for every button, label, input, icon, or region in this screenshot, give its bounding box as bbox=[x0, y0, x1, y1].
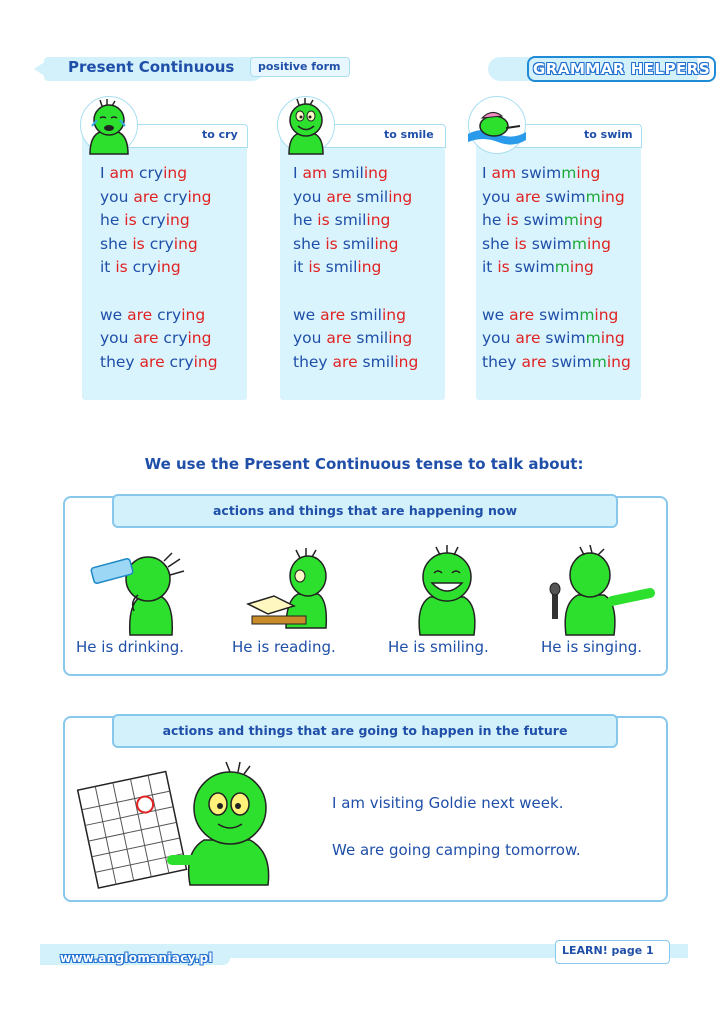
conjugation-line bbox=[482, 186, 631, 210]
subject: they bbox=[100, 352, 140, 371]
verb-stem: cry bbox=[164, 352, 194, 371]
verb-suffix: ming bbox=[585, 187, 625, 206]
conjugation-line bbox=[293, 162, 418, 186]
subject: you bbox=[482, 329, 516, 347]
subject: they bbox=[293, 352, 333, 371]
conjugation-line bbox=[100, 209, 218, 233]
auxiliary-verb: am bbox=[302, 164, 328, 182]
verb-stem: smil bbox=[345, 305, 382, 324]
future-sentence-2: We are going camping tomorrow. bbox=[332, 841, 581, 859]
subject: it bbox=[293, 258, 309, 276]
smiling-character-icon bbox=[277, 96, 335, 154]
conjugation-line bbox=[482, 209, 631, 233]
verb-suffix: ming bbox=[563, 211, 603, 229]
verb-stem: cry bbox=[158, 329, 188, 347]
verb-suffix: ing bbox=[165, 211, 190, 229]
conjugation-line bbox=[100, 351, 218, 375]
verb-stem: smil bbox=[327, 164, 364, 182]
verb-suffix: ming bbox=[561, 164, 601, 182]
subject: it bbox=[100, 258, 116, 276]
conjugation-line bbox=[100, 256, 218, 280]
verb-stem: swim bbox=[516, 164, 562, 182]
conjugation-line bbox=[100, 304, 218, 328]
calendar-character-icon bbox=[80, 760, 300, 885]
verb-label-cry: to cry bbox=[202, 128, 238, 141]
drinking-character-icon bbox=[90, 545, 190, 635]
verb-stem: smil bbox=[351, 187, 389, 206]
conjugation-list-cry bbox=[100, 162, 218, 374]
auxiliary-verb: is bbox=[115, 258, 128, 276]
auxiliary-verb: am bbox=[491, 164, 517, 182]
conjugation-line bbox=[293, 233, 418, 257]
auxiliary-verb: are bbox=[320, 305, 346, 324]
subject: you bbox=[100, 187, 134, 206]
conjugation-line bbox=[293, 256, 418, 280]
conjugation-line bbox=[482, 162, 631, 186]
verb-stem: cry bbox=[144, 234, 174, 253]
verb-stem: smil bbox=[357, 352, 395, 371]
verb-stem: swim bbox=[546, 352, 592, 371]
verb-stem: swim bbox=[526, 234, 572, 253]
verb-stem: cry bbox=[158, 187, 188, 206]
subject: we bbox=[100, 305, 128, 324]
subject: they bbox=[482, 352, 522, 371]
subject: you bbox=[293, 329, 327, 347]
subject: she bbox=[293, 234, 326, 253]
conjugation-line bbox=[100, 162, 218, 186]
conjugation-line bbox=[482, 233, 631, 257]
verb-label-smile: to smile bbox=[384, 128, 434, 141]
subject: you bbox=[293, 187, 327, 206]
auxiliary-verb: are bbox=[332, 352, 358, 371]
conjugation-line bbox=[293, 186, 418, 210]
conjugation-line bbox=[293, 209, 418, 233]
auxiliary-verb: is bbox=[124, 211, 137, 229]
conjugation-line bbox=[293, 327, 418, 351]
verb-suffix: ing bbox=[363, 164, 388, 182]
subject: it bbox=[482, 258, 498, 276]
verb-suffix: ing bbox=[181, 305, 206, 324]
verb-suffix: ing bbox=[156, 258, 181, 276]
verb-suffix: ing bbox=[187, 329, 212, 347]
auxiliary-verb: are bbox=[133, 329, 159, 347]
subject: I bbox=[482, 164, 492, 182]
caption-smiling: He is smiling. bbox=[388, 638, 489, 656]
conjugation-line bbox=[482, 256, 631, 280]
caption-reading: He is reading. bbox=[232, 638, 336, 656]
conjugation-line bbox=[293, 351, 418, 375]
section-heading: We use the Present Continuous tense to talk about: bbox=[144, 455, 584, 473]
verb-label-swim: to swim bbox=[584, 128, 633, 141]
verb-suffix: ming bbox=[591, 352, 631, 371]
auxiliary-verb: are bbox=[515, 329, 541, 347]
verb-stem: cry bbox=[136, 211, 166, 229]
line-gap bbox=[293, 280, 418, 304]
page-number: LEARN! page 1 bbox=[562, 944, 654, 957]
auxiliary-verb: is bbox=[514, 234, 527, 253]
conjugation-line bbox=[100, 327, 218, 351]
verb-suffix: ing bbox=[374, 234, 399, 253]
conjugation-line bbox=[482, 351, 631, 375]
auxiliary-verb: is bbox=[506, 211, 519, 229]
auxiliary-verb: are bbox=[509, 305, 535, 324]
now-box-title: actions and things that are happening now bbox=[112, 494, 618, 528]
swimming-character-icon bbox=[468, 96, 526, 154]
future-box-title: actions and things that are going to happen in the future bbox=[112, 714, 618, 748]
caption-singing: He is singing. bbox=[541, 638, 643, 656]
verb-stem: swim bbox=[540, 329, 586, 347]
auxiliary-verb: are bbox=[133, 187, 159, 206]
verb-suffix: ing bbox=[366, 211, 391, 229]
line-gap bbox=[100, 280, 218, 304]
future-sentence-1: I am visiting Goldie next week. bbox=[332, 794, 564, 812]
subject: you bbox=[100, 329, 134, 347]
auxiliary-verb: is bbox=[497, 258, 510, 276]
conjugation-line bbox=[100, 186, 218, 210]
verb-stem: swim bbox=[534, 305, 580, 324]
conjugation-line bbox=[482, 327, 631, 351]
brand-logo: GRAMMAR HELPERS bbox=[527, 56, 716, 82]
verb-suffix: ing bbox=[357, 258, 382, 276]
verb-suffix: ing bbox=[187, 187, 212, 206]
subject: he bbox=[293, 211, 318, 229]
subject: we bbox=[482, 305, 510, 324]
auxiliary-verb: are bbox=[326, 329, 352, 347]
subject: we bbox=[293, 305, 321, 324]
auxiliary-verb: am bbox=[109, 164, 135, 182]
verb-suffix: ming bbox=[571, 234, 611, 253]
verb-suffix: ming bbox=[585, 329, 625, 347]
crying-character-icon bbox=[80, 96, 138, 154]
verb-stem: cry bbox=[134, 164, 164, 182]
verb-suffix: ing bbox=[163, 164, 188, 182]
verb-stem: smil bbox=[329, 211, 367, 229]
auxiliary-verb: is bbox=[317, 211, 330, 229]
auxiliary-verb: is bbox=[132, 234, 145, 253]
auxiliary-verb: is bbox=[308, 258, 321, 276]
verb-stem: smil bbox=[337, 234, 375, 253]
caption-drinking: He is drinking. bbox=[76, 638, 185, 656]
verb-stem: swim bbox=[509, 258, 555, 276]
verb-suffix: ing bbox=[394, 352, 419, 371]
verb-stem: swim bbox=[540, 187, 586, 206]
auxiliary-verb: is bbox=[325, 234, 338, 253]
conjugation-list-swim bbox=[482, 162, 631, 374]
subject: I bbox=[293, 164, 303, 182]
verb-suffix: ing bbox=[388, 329, 413, 347]
auxiliary-verb: are bbox=[139, 352, 165, 371]
verb-stem: cry bbox=[152, 305, 182, 324]
verb-stem: swim bbox=[518, 211, 564, 229]
auxiliary-verb: are bbox=[521, 352, 547, 371]
verb-stem: smil bbox=[320, 258, 358, 276]
line-gap bbox=[482, 280, 631, 304]
verb-suffix: ing bbox=[173, 234, 198, 253]
smiling-character-icon bbox=[412, 545, 482, 635]
subject: she bbox=[482, 234, 515, 253]
subject: you bbox=[482, 187, 516, 206]
verb-suffix: ming bbox=[554, 258, 594, 276]
verb-suffix: ming bbox=[579, 305, 619, 324]
subject: I bbox=[100, 164, 110, 182]
verb-suffix: ing bbox=[388, 187, 413, 206]
auxiliary-verb: are bbox=[326, 187, 352, 206]
page-title: Present Continuous bbox=[68, 58, 235, 76]
conjugation-line bbox=[293, 304, 418, 328]
conjugation-line bbox=[482, 304, 631, 328]
reading-character-icon bbox=[246, 548, 336, 633]
verb-stem: smil bbox=[351, 329, 389, 347]
subject: he bbox=[482, 211, 507, 229]
page-subtitle: positive form bbox=[258, 60, 341, 73]
verb-stem: cry bbox=[127, 258, 157, 276]
subject: he bbox=[100, 211, 125, 229]
site-url[interactable]: www.anglomaniacy.pl bbox=[60, 951, 213, 965]
subject: she bbox=[100, 234, 133, 253]
verb-suffix: ing bbox=[381, 305, 406, 324]
singing-character-icon bbox=[546, 545, 656, 635]
conjugation-line bbox=[100, 233, 218, 257]
auxiliary-verb: are bbox=[127, 305, 153, 324]
conjugation-list-smile bbox=[293, 162, 418, 374]
verb-suffix: ing bbox=[193, 352, 218, 371]
auxiliary-verb: are bbox=[515, 187, 541, 206]
